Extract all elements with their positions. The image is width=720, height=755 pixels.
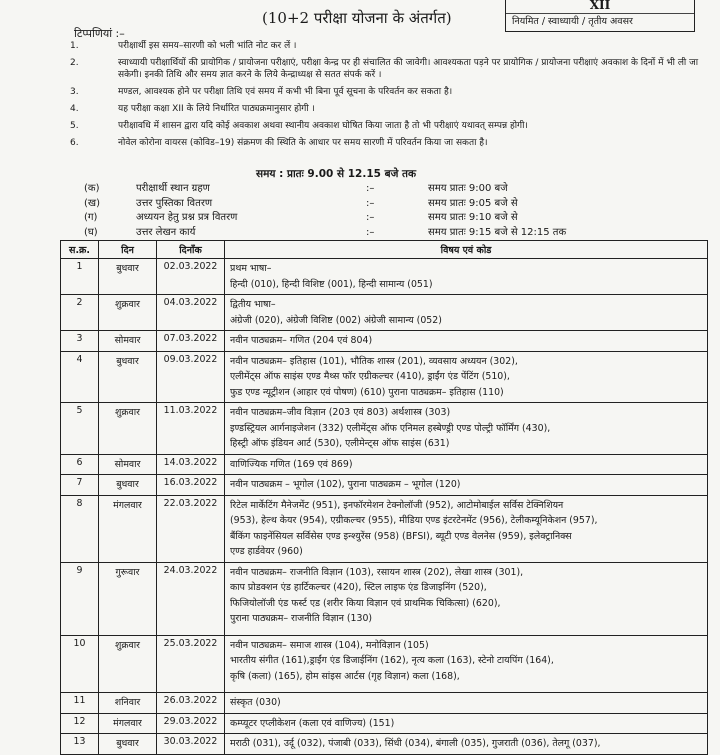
- note-text: यह परीक्षा कक्षा XII के लिये निर्धारित पाठ्यक्रमानुसार होगी ।: [118, 104, 315, 114]
- note-text: परीक्षावधि में शासन द्वारा यदि कोई अवकाश अथवा स्थानीय अवकाश घोषित किया जाता है तो भी परीक्षाएं यथावत् सम्पन्न होगी।: [118, 121, 528, 131]
- note-item: [60, 103, 700, 115]
- note-text: परीक्षार्थी इस समय–सारणी को भली भांति नोट कर लें ।: [118, 41, 297, 51]
- class-box: [505, 0, 695, 32]
- step-label: (घ): [84, 226, 98, 238]
- table-row: [61, 734, 708, 755]
- cell-subject: वाणिज्यिक गणित (169 एवं 869): [225, 454, 708, 475]
- col-header-day: दिन: [99, 241, 157, 259]
- cell-subject: द्वितीय भाषा– अंग्रेजी (020), अंग्रेजी विशिष्ट (002) अंग्रेजी सामान्य (052): [225, 295, 708, 331]
- table-row: [61, 495, 708, 562]
- col-header-date: दिनाँक: [157, 241, 225, 259]
- cell-day: शुक्रवार: [99, 635, 157, 693]
- table-row: [61, 454, 708, 475]
- cell-date: 26.03.2022: [157, 693, 225, 714]
- step-time: समय प्रातः 9:15 बजे से 12:15 तक: [428, 226, 567, 238]
- cell-serial: 13: [61, 734, 99, 755]
- cell-date: 16.03.2022: [157, 475, 225, 496]
- exam-procedure-list: [84, 182, 644, 240]
- note-text: स्वाध्यायी परीक्षार्थियों की प्रायोगिक / प्रायोजना परीक्षाएं, परीक्षा केन्द्र पर ही संचालित की जावेगी। आवश्यकता पड़ने पर प्रायोगिक / प्रायोजना परीक्षाएं अवकाश के दिनों में भी ली जा सकेगी। इनकी तिथि और समय ज्ञात करने के लिये केन्द्राध्यक्ष से सतत संपर्क करें ।: [118, 58, 699, 80]
- step-time: समय प्रातः 9:00 बजे: [428, 183, 508, 194]
- procedure-step: [84, 197, 644, 212]
- note-number: 6.: [70, 138, 79, 148]
- cell-subject: नवीन पाठ्यक्रम– राजनीति विज्ञान (103), रसायन शास्त्र (202), लेखा शास्त्र (301), काप प्रोडक्शन एंड हार्टिकल्चर (420), स्टिल लाइफ एंड डिजाइनिंग (520), फिजियोलॉजी एंड फर्स्ट एड (शरीर किया विज्ञान एवं प्राथमिक चिकित्सा) (620), पुराना पाठ्यक्रम– राजनीति विज्ञान (130): [225, 562, 708, 635]
- table-row: [61, 351, 708, 403]
- cell-serial: 6: [61, 454, 99, 475]
- cell-subject: प्रथम भाषा– हिन्दी (010), हिन्दी विशिष्ट (001), हिन्दी सामान्य (051): [225, 259, 708, 295]
- cell-serial: 4: [61, 351, 99, 403]
- cell-date: 30.03.2022: [157, 734, 225, 755]
- procedure-step: [84, 182, 644, 197]
- cell-subject: नवीन पाठ्यक्रम– इतिहास (101), भौतिक शास्त्र (201), व्यवसाय अध्ययन (302), एलीमेंट्स ऑफ साइंस एण्ड मैथ्स फॉर एग्रीकल्चर (410), ड्राईंग एंड पेंटिंग (510), फुड एण्ड न्यूट्रीशन (आहार एवं पोषण) (610) पुराना पाठ्यक्रम– इतिहास (110): [225, 351, 708, 403]
- cell-subject: नवीन पाठ्यक्रम–जीव विज्ञान (203 एवं 803) अर्थशास्त्र (303) इण्डस्ट्रियल आर्गनाइजेशन (332) एलीमेंट्स ऑफ एनिमल हस्बेण्ड्री एण्ड पोल्ट्री फॉर्मिंग (430), हिस्ट्री ऑफ इंडियन आर्ट (530), एलीमेन्ट्स ऑफ साइंस (631): [225, 403, 708, 455]
- step-separator: :–: [366, 212, 375, 223]
- table-row: [61, 562, 708, 635]
- cell-day: मंगलवार: [99, 495, 157, 562]
- note-number: 1.: [70, 41, 79, 51]
- table-row: [61, 295, 708, 331]
- note-text: नोवेल कोरोना वायरस (कोविड–19) संक्रमण की स्थिति के आधार पर समय सारणी में परिवर्तन किया जा सकता है।: [118, 138, 488, 148]
- procedure-step: [84, 211, 644, 226]
- cell-subject: संस्कृत (030): [225, 693, 708, 714]
- step-label: (ख): [84, 197, 100, 209]
- note-item: [60, 137, 700, 149]
- step-separator: :–: [366, 197, 375, 209]
- step-label: (ग): [84, 212, 98, 223]
- cell-serial: 8: [61, 495, 99, 562]
- cell-serial: 5: [61, 403, 99, 455]
- notes-heading: टिप्पणियां :–: [74, 27, 125, 40]
- cell-serial: 11: [61, 693, 99, 714]
- cell-serial: 10: [61, 635, 99, 693]
- table-row: [61, 331, 708, 352]
- cell-day: शुक्रवार: [99, 295, 157, 331]
- note-item: [60, 57, 700, 81]
- step-separator: :–: [366, 226, 375, 238]
- student-category: नियमित / स्वाध्यायी / तृतीय अवसर: [512, 16, 633, 27]
- table-row: [61, 259, 708, 295]
- note-item: [60, 86, 700, 98]
- table-row: [61, 403, 708, 455]
- cell-day: गुरूवार: [99, 562, 157, 635]
- note-number: 4.: [70, 104, 79, 114]
- notes-list: [60, 40, 700, 154]
- cell-date: 04.03.2022: [157, 295, 225, 331]
- cell-serial: 1: [61, 259, 99, 295]
- cell-day: शनिवार: [99, 693, 157, 714]
- step-activity: अध्ययन हेतु प्रश्न प्रत्र वितरण: [136, 212, 238, 223]
- cell-date: 02.03.2022: [157, 259, 225, 295]
- cell-subject: नवीन पाठ्यक्रम– गणित (204 एवं 804): [225, 331, 708, 352]
- note-item: [60, 40, 700, 52]
- cell-subject: रिटेल मार्केटिंग मैनेजमेंट (951), इनफॉरमेशन टेक्नोलॉजी (952), आटोमोबाईल सर्विस टेक्निशियन (953), हेल्थ केयर (954), एग्रीकल्चर (955), मीडिया एण्ड इंटरटेनमेंट (956), टेलीकम्यूनिकेशन (957), बैंकिंग फाइनेंसियल सर्विसेस एण्ड इन्श्युरेंस (958) (BFSI), ब्यूटी एण्ड वेलनेस (959), इलेक्ट्रानिक्स एण्ड हार्डवेयर (960): [225, 495, 708, 562]
- table-row: [61, 693, 708, 714]
- step-time: समय प्रातः 9:05 बजे से: [428, 197, 518, 209]
- cell-serial: 9: [61, 562, 99, 635]
- step-separator: :–: [366, 183, 375, 194]
- note-number: 5.: [70, 121, 79, 131]
- cell-date: 11.03.2022: [157, 403, 225, 455]
- cell-day: बुधवार: [99, 734, 157, 755]
- step-time: समय प्रातः 9:10 बजे से: [428, 212, 518, 223]
- cell-day: बुधवार: [99, 351, 157, 403]
- note-item: [60, 120, 700, 132]
- cell-serial: 7: [61, 475, 99, 496]
- cell-serial: 12: [61, 713, 99, 734]
- exam-timetable: [60, 240, 708, 755]
- note-number: 3.: [70, 87, 79, 97]
- cell-date: 29.03.2022: [157, 713, 225, 734]
- step-label: (क): [84, 183, 100, 194]
- cell-subject: नवीन पाठ्यक्रम – भूगोल (102), पुराना पाठ्यक्रम – भूगोल (120): [225, 475, 708, 496]
- cell-day: मंगलवार: [99, 713, 157, 734]
- note-text: मण्डल, आवश्यक होने पर परीक्षा तिथि एवं समय में कभी भी बिना पूर्व सूचना के परिवर्तन कर सकता है।: [118, 87, 453, 97]
- cell-date: 09.03.2022: [157, 351, 225, 403]
- step-activity: परीक्षार्थी स्थान ग्रहण: [136, 183, 210, 194]
- cell-subject: कम्प्यूटर एप्लीकेशन (कला एवं वाणिज्य) (151): [225, 713, 708, 734]
- cell-date: 14.03.2022: [157, 454, 225, 475]
- step-activity: उत्तर पुस्तिका वितरण: [136, 197, 213, 209]
- col-header-subject: विषय एवं कोड: [225, 241, 708, 259]
- cell-date: 07.03.2022: [157, 331, 225, 352]
- cell-day: बुधवार: [99, 475, 157, 496]
- cell-day: सोमवार: [99, 331, 157, 352]
- step-activity: उत्तर लेखन कार्य: [136, 226, 196, 238]
- cell-day: बुधवार: [99, 259, 157, 295]
- cell-day: सोमवार: [99, 454, 157, 475]
- table-row: [61, 713, 708, 734]
- table-row: [61, 475, 708, 496]
- cell-subject: नवीन पाठ्यक्रम– समाज शास्त्र (104), मनोविज्ञान (105) भारतीय संगीत (161),ड्राईंग एंड डिजाईनिंग (162), नृत्य कला (163), स्टेनो टायपिंग (164), कृषि (कला) (165), होम सांइस आर्टस (गृह विज्ञान) कला (168),: [225, 635, 708, 693]
- cell-serial: 3: [61, 331, 99, 352]
- col-header-serial: स.क्र.: [61, 241, 99, 259]
- cell-day: शुक्रवार: [99, 403, 157, 455]
- note-number: 2.: [70, 58, 79, 68]
- exam-time: समय : प्रातः 9.00 से 12.15 बजे तक: [256, 168, 417, 180]
- cell-serial: 2: [61, 295, 99, 331]
- procedure-step: [84, 226, 644, 241]
- cell-date: 25.03.2022: [157, 635, 225, 693]
- class-label: XII: [506, 0, 694, 14]
- table-row: [61, 635, 708, 693]
- schedule-title: (10+2 परीक्षा योजना के अंतर्गत): [262, 9, 452, 27]
- cell-date: 24.03.2022: [157, 562, 225, 635]
- cell-date: 22.03.2022: [157, 495, 225, 562]
- table-header-row: [61, 241, 708, 259]
- cell-subject: मराठी (031), उर्दू (032), पंजाबी (033), सिंधी (034), बंगाली (035), गुजराती (036), तेलगू (037),: [225, 734, 708, 755]
